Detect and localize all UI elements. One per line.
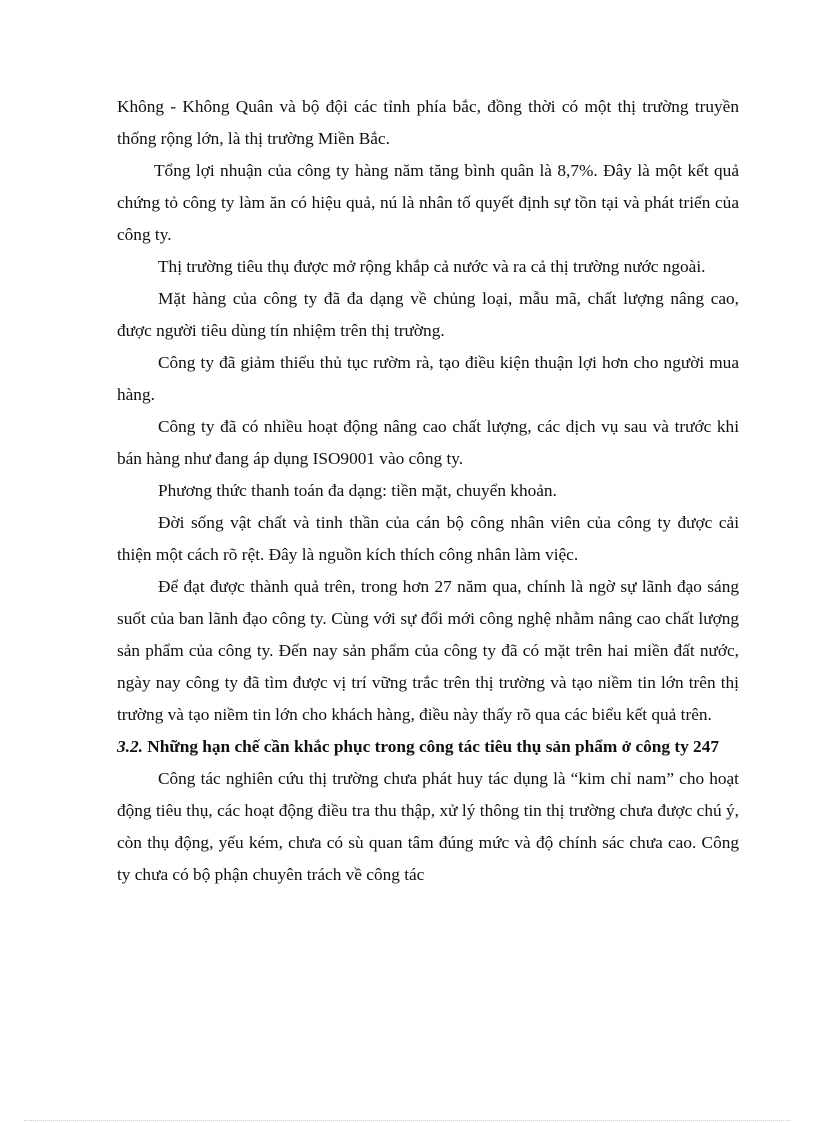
closing-paragraph: Công tác nghiên cứu thị trường chưa phát huy tác dụng là “kim chỉ nam” cho hoạt động tiêu thụ, các hoạt động điều tra thu thập, xử lý thông tin thị trường chưa được chú ý, còn thụ động, yếu kém, chưa có sù quan tâm đúng mức và độ chính sác chưa cao. Công ty chưa có bộ phận chuyên trách về công tác (117, 769, 739, 884)
document-body (117, 91, 739, 891)
paragraph-6: Công ty đã có nhiều hoạt động nâng cao chất lượng, các dịch vụ sau và trước khi bán hàng như đang áp dụng ISO9001 vào công ty. (117, 417, 739, 468)
section-heading (117, 731, 739, 763)
paragraph-9: Để đạt được thành quả trên, trong hơn 27 năm qua, chính là ngờ sự lãnh đạo sáng suốt của ban lãnh đạo công ty. Cùng với sự đổi mới công nghệ nhằm nâng cao chất lượng sản phẩm của công ty. Đến nay sản phẩm của công ty đã có mặt trên hai miền đất nước, ngày nay công ty đã tìm được vị trí vững trắc trên thị trường và tạo niềm tin lớn trên thị trường và tạo niềm tin lớn cho khách hàng, điều này thấy rõ qua các biểu kết quả trên. (117, 577, 739, 724)
section-number: 3.2. (117, 737, 143, 756)
page-bottom-rule (24, 1120, 790, 1121)
paragraph-3: Thị trường tiêu thụ được mở rộng khắp cả nước và ra cả thị trường nước ngoài. (158, 257, 706, 276)
paragraph-7: Phương thức thanh toán đa dạng: tiền mặt, chuyển khoản. (158, 481, 557, 500)
section-title: Những hạn chế cần khắc phục trong công tác tiêu thụ sản phẩm ở công ty 247 (142, 737, 719, 756)
paragraph-4: Mặt hàng của công ty đã đa dạng về chủng loại, mẫu mã, chất lượng nâng cao, được người tiêu dùng tín nhiệm trên thị trường. (117, 289, 739, 340)
paragraph-8: Đời sống vật chất và tinh thần của cán bộ công nhân viên của công ty được cải thiện một cách rõ rệt. Đây là nguồn kích thích công nhân làm việc. (117, 513, 739, 564)
paragraph-1: Không - Không Quân và bộ đội các tỉnh phía bắc, đồng thời có một thị trường truyền thống rộng lớn, là thị trường Miền Bắc. (117, 97, 739, 148)
paragraph-5: Công ty đã giảm thiểu thủ tục rườm rà, tạo điều kiện thuận lợi hơn cho người mua hàng. (117, 353, 739, 404)
paragraph-2: Tổng lợi nhuận của công ty hàng năm tăng bình quân là 8,7%. Đây là một kết quả chứng tỏ công ty làm ăn có hiệu quả, nú là nhân tố quyết định sự tồn tại và phát triển của công ty. (117, 161, 739, 244)
